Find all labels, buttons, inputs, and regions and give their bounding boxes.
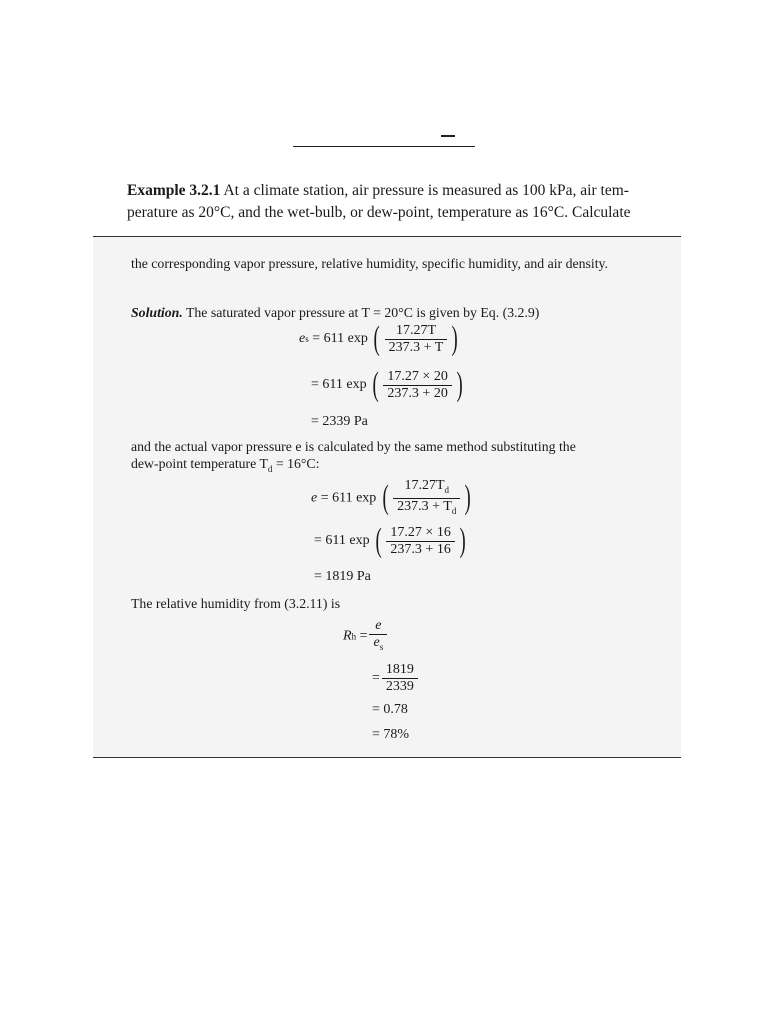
eq2-left-paren: ( (372, 366, 379, 403)
solution-text: The saturated vapor pressure at T = 20°C is given by Eq. (3.2.9) (185, 305, 540, 320)
eq5-fraction (386, 525, 454, 558)
eq9-result: = 0.78 (372, 702, 408, 717)
separator-bottom (93, 757, 681, 758)
eq5-right-paren: ) (459, 522, 466, 559)
eq4-rhs-prefix: = 611 exp (320, 490, 377, 506)
eq5-left-paren: ( (375, 522, 382, 559)
eq2-fraction (383, 369, 451, 402)
eq1-right-paren: ) (451, 320, 459, 357)
equation-rh-decimal (372, 702, 408, 718)
eq4-den-sub: d (451, 505, 457, 516)
eq1-fraction (385, 323, 448, 356)
equation-e-result (314, 569, 371, 585)
equation-e-general (311, 478, 474, 519)
eq1-rhs-prefix: = 611 exp (312, 331, 368, 346)
eq4-denominator (393, 499, 460, 519)
eq8-fraction (382, 662, 418, 695)
continuation-text: the corresponding vapor pressure, relative humidity, specific humidity, and air density. (131, 256, 609, 271)
equation-es-general (299, 322, 461, 356)
eq5-denominator: 237.3 + 16 (390, 541, 451, 557)
equation-es-substituted (311, 368, 465, 402)
eq7-den-text: e (373, 635, 380, 650)
example-label: Example 3.2.1 (127, 182, 221, 199)
equation-es-result (311, 414, 368, 430)
eq10-result: = 78% (372, 727, 410, 742)
eq1-denominator: 237.3 + T (388, 339, 444, 355)
solution-paragraph (131, 304, 646, 321)
header-rule (293, 146, 475, 147)
actual-text-line2: dew-point temperature T (131, 456, 268, 471)
eq8-numerator: 1819 (382, 662, 418, 679)
eq2-right-paren: ) (456, 366, 463, 403)
example-text-line1: At a climate station, air pressure is measured as 100 kPa, air tem- (223, 182, 629, 199)
example-text-line2: perature as 20°C, and the wet-bulb, or dew-point, temperature as 16°C. Calculate (127, 204, 631, 221)
actual-text-line1: and the actual vapor pressure e is calculated by the same method substituting the (131, 439, 576, 454)
eq8-denominator: 2339 (385, 679, 414, 694)
relative-humidity-paragraph (131, 595, 646, 612)
rh-text: The relative humidity from (3.2.11) is (131, 596, 341, 611)
eq6-result: = 1819 Pa (314, 569, 371, 584)
equation-rh-general (343, 618, 389, 655)
eq7-lhs: R (343, 628, 352, 644)
eq5-rhs-prefix: = 611 exp (314, 533, 370, 548)
equation-rh-percent (372, 727, 409, 743)
equation-e-substituted (314, 524, 468, 558)
eq7-denominator (369, 635, 387, 655)
example-statement (127, 180, 667, 224)
eq4-den-text: 237.3 + T (397, 498, 452, 514)
eq8-equals: = (372, 670, 380, 686)
eq5-numerator: 17.27 × 16 (386, 525, 454, 542)
eq1-lhs: e (299, 331, 306, 346)
eq7-fraction (369, 618, 387, 655)
eq4-num-text: 17.27T (404, 478, 445, 493)
actual-text-line2-end: = 16°C: (272, 456, 320, 471)
eq7-lhs-sub: h (351, 631, 357, 642)
eq4-fraction (393, 478, 460, 519)
eq1-numerator: 17.27T (385, 323, 448, 340)
eq7-numerator: e (369, 618, 387, 635)
eq7-equals: = (359, 628, 368, 644)
eq2-rhs-prefix: = 611 exp (311, 377, 367, 392)
eq7-den-sub: s (379, 641, 384, 652)
eq1-left-paren: ( (373, 320, 381, 357)
eq2-numerator: 17.27 × 20 (383, 369, 451, 386)
eq1-lhs-sub: s (305, 334, 309, 344)
eq4-numerator (393, 478, 460, 499)
eq4-num-sub: d (444, 484, 450, 495)
actual-text-line2-sub: d (267, 463, 273, 474)
solution-label: Solution. (131, 305, 183, 320)
eq3-result: = 2339 Pa (311, 414, 368, 429)
eq4-right-paren: ) (464, 479, 472, 517)
eq4-left-paren: ( (382, 479, 389, 517)
header-dash (441, 135, 455, 137)
continuation-paragraph (131, 255, 646, 272)
eq4-lhs: e (311, 490, 318, 506)
eq2-denominator: 237.3 + 20 (387, 385, 448, 401)
equation-rh-substituted (372, 662, 420, 695)
actual-vapor-paragraph (131, 438, 646, 478)
